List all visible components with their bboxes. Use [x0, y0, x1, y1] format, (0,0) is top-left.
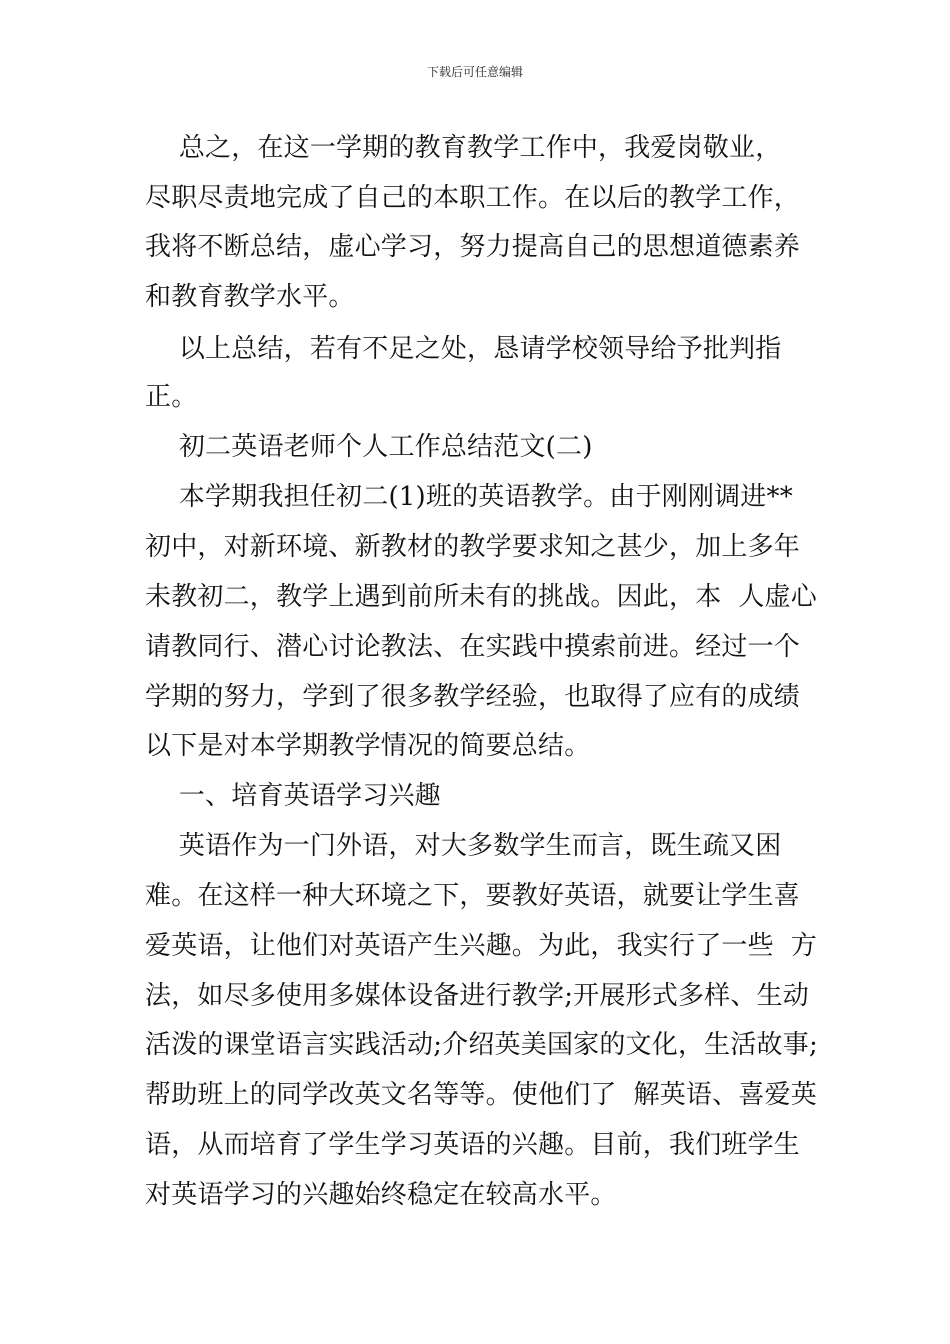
- text-line: 对英语学习的兴趣始终稳定在较高水平。: [145, 1180, 617, 1210]
- section-title: 初二英语老师个人工作总结范文(二): [145, 432, 593, 462]
- text-line: 和教育教学水平。: [145, 282, 355, 312]
- text-line: 帮助班上的同学改英文名等等。使他们了 解英语、喜爱英: [145, 1080, 817, 1110]
- text-line: 我将不断总结，虚心学习，努力提高自己的思想道德素养: [145, 232, 801, 262]
- page-header: 下载后可任意编辑: [426, 65, 523, 79]
- text-line: 以上总结，若有不足之处，恳请学校领导给予批判指: [145, 334, 782, 364]
- text-line: 英语作为一门外语，对大多数学生而言，既生疏又困: [145, 831, 782, 861]
- text-line: 学期的努力，学到了很多教学经验，也取得了应有的成绩: [145, 682, 801, 712]
- text-line: 初中，对新环境、新教材的教学要求知之甚少，加上多年: [145, 532, 801, 562]
- text-line: 尽职尽责地完成了自己的本职工作。在以后的教学工作，: [145, 183, 801, 213]
- text-line: 语，从而培育了学生学习英语的兴趣。目前，我们班学生: [145, 1130, 801, 1160]
- text-line: 以下是对本学期教学情况的简要总结。: [145, 731, 591, 761]
- text-line: 未教初二，教学上遇到前所未有的挑战。因此，本 人虚心: [145, 582, 817, 612]
- text-line: 本学期我担任初二(1)班的英语教学。由于刚刚调进**: [145, 482, 793, 512]
- text-line: 法，如尽多使用多媒体设备进行教学;开展形式多样、生动: [145, 981, 809, 1011]
- text-line: 正。: [145, 382, 198, 412]
- text-line: 难。在这样一种大环境之下，要教好英语，就要让学生喜: [145, 881, 801, 911]
- text-line: 请教同行、潜心讨论教法、在实践中摸索前进。经过一个: [145, 632, 801, 662]
- text-line: 活泼的课堂语言实践活动;介绍英美国家的文化，生活故事;: [145, 1030, 818, 1060]
- section-heading: 一、培育英语学习兴趣: [145, 781, 441, 811]
- text-line: 总之，在这一学期的教育教学工作中，我爱岗敬业，: [145, 133, 782, 163]
- text-line: 爱英语，让他们对英语产生兴趣。为此，我实行了一些 方: [145, 931, 817, 961]
